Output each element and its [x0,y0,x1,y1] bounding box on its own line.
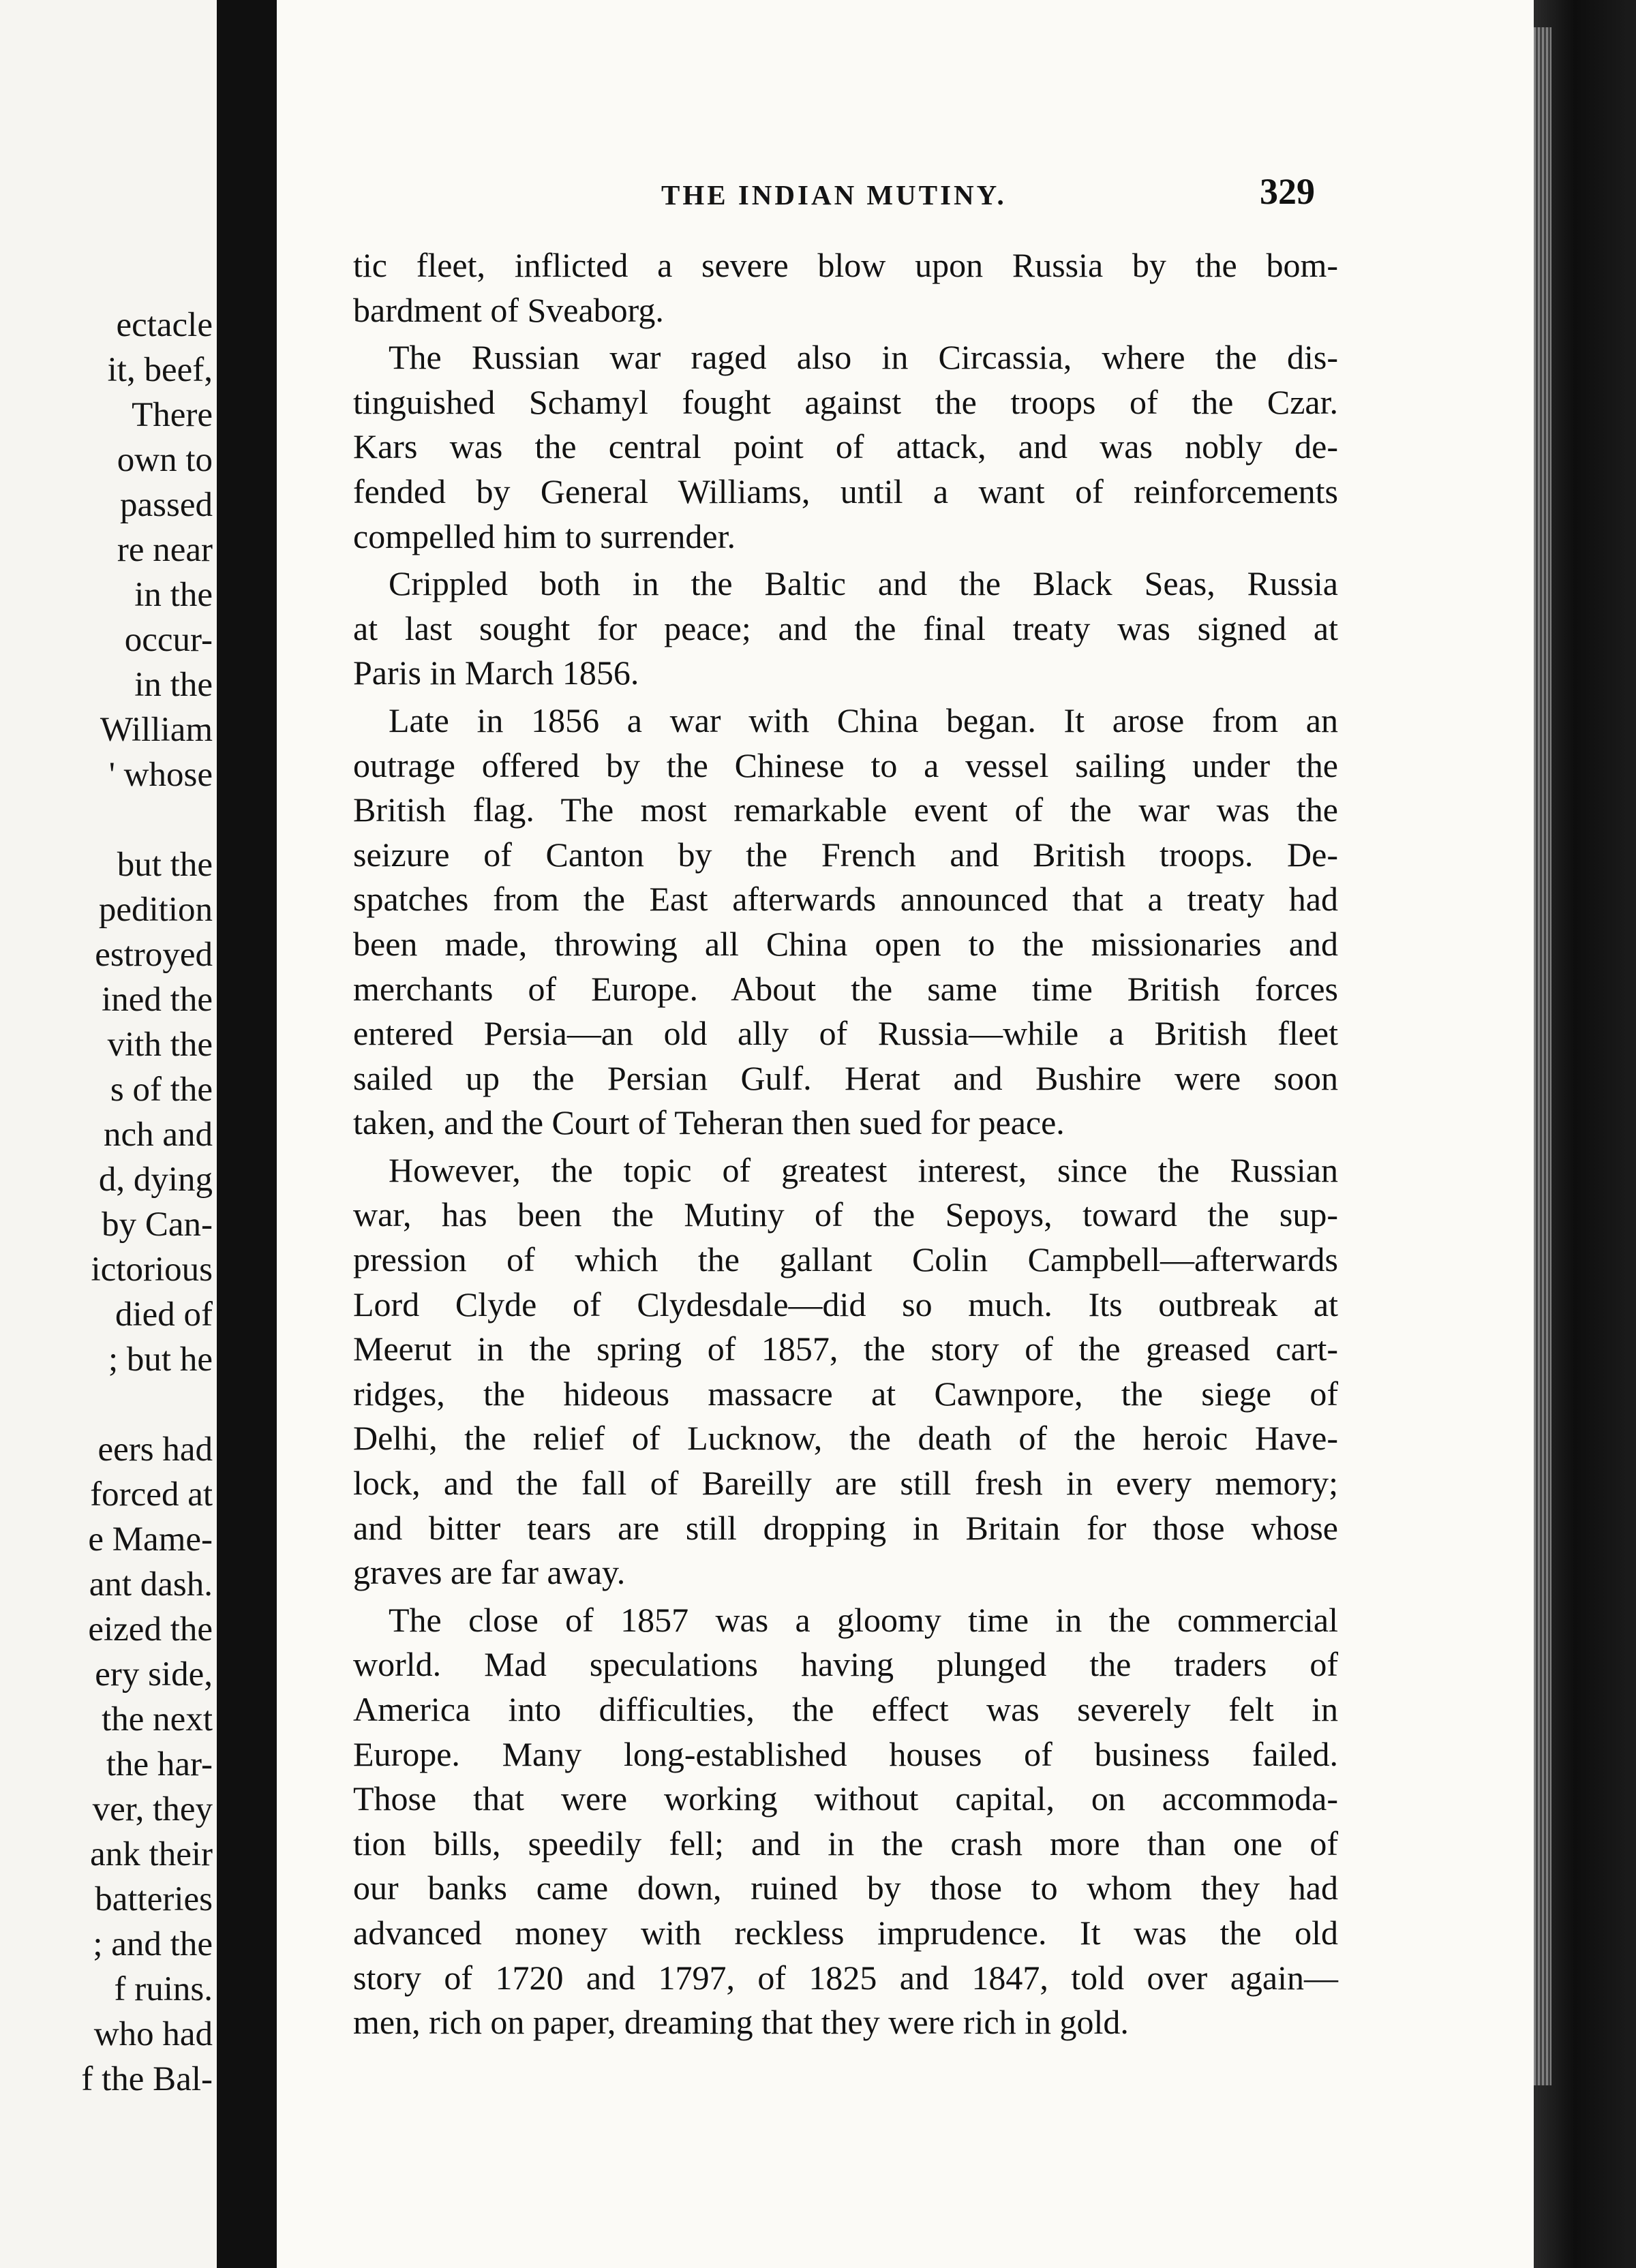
previous-page-line: nch and [103,1116,213,1154]
previous-page-text [0,258,213,2102]
text-line: pression of which the gallant Colin Campbell—afterwards [353,1240,1338,1279]
text-line: America into difficulties, the effect was severely felt in [353,1690,1338,1728]
previous-page-line: the next [102,1700,213,1738]
paragraph [353,562,1338,696]
text-line: However, the topic of greatest interest, since the Russian [389,1150,1338,1189]
text-line: Lord Clyde of Clydesdale—did so much. Its outbreak at [353,1285,1338,1323]
text-line: Europe. Many long-established houses of business failed. [353,1734,1338,1773]
previous-page-line: pedition [98,891,213,929]
previous-page-line: ined the [102,981,213,1019]
text-line: spatches from the East afterwards announced that a treaty had [353,880,1338,919]
previous-page-line: occur- [124,621,213,659]
text-line: Meerut in the spring of 1857, the story of the greased cart- [353,1330,1338,1368]
previous-page-line: ank their [90,1835,213,1873]
previous-page-line: ' whose [108,756,213,794]
previous-page-line: ; and the [93,1925,213,1963]
previous-page-line: estroyed [95,936,213,974]
previous-page-line: eized the [88,1610,213,1649]
text-line: Paris in March 1856. [353,654,639,692]
text-line: at last sought for peace; and the final treaty was signed at [353,609,1338,647]
text-line: our banks came down, ruined by those to whom they had [353,1869,1338,1907]
previous-page-line: ery side, [95,1655,213,1694]
previous-page-line [0,1382,213,1427]
text-line: entered Persia—an old ally of Russia—while a British fleet [353,1014,1338,1053]
text-line: tic fleet, inflicted a severe blow upon Russia by the bom- [353,246,1338,284]
text-line: tinguished Schamyl fought against the troops of the Czar. [353,382,1338,421]
text-line: seizure of Canton by the French and British troops. De- [353,835,1338,874]
text-line: British flag. The most remarkable event of the war was the [353,791,1338,829]
text-line: lock, and the fall of Bareilly are still fresh in every memory; [353,1464,1338,1503]
text-line: Crippled both in the Baltic and the Black Seas, Russia [389,564,1338,603]
previous-page-line [0,797,213,842]
paragraph [353,699,1338,1146]
previous-page-line: ver, they [92,1790,213,1828]
text-line: taken, and the Court of Teheran then sued for peace. [353,1103,1065,1142]
paragraph [353,243,1338,333]
previous-page-line: re near [117,531,213,569]
previous-page-line: died of [115,1296,213,1334]
previous-page-line: ; but he [108,1340,213,1379]
previous-page-line: forced at [90,1475,213,1514]
previous-page-line: f the Bal- [81,2060,213,2098]
previous-page-line: but the [117,846,213,884]
body-text [353,243,1338,2048]
previous-page-line: eers had [97,1430,213,1469]
text-line: Delhi, the relief of Lucknow, the death of the heroic Have- [353,1419,1338,1458]
page-number: 329 [1260,171,1315,212]
text-line: sailed up the Persian Gulf. Herat and Bushire were soon [353,1058,1338,1097]
previous-page-line: batteries [95,1880,213,1918]
text-line: tion bills, speedily fell; and in the crash more than one of [353,1824,1338,1863]
previous-page-line: vith the [107,1026,213,1064]
paragraph [353,1598,1338,2045]
text-line: compelled him to surrender. [353,517,736,555]
previous-page-line: by Can- [102,1206,213,1244]
previous-page-line: ictorious [91,1251,213,1289]
text-line: story of 1720 and 1797, of 1825 and 1847, told over again— [353,1958,1338,1997]
text-line: Kars was the central point of attack, and was nobly de- [353,427,1338,466]
text-line: ridges, the hideous massacre at Cawnpore, the siege of [353,1374,1338,1413]
previous-page-line: s of the [110,1071,213,1109]
previous-page-line: passed [120,486,213,524]
previous-page-line: it, beef, [107,351,213,389]
previous-page-line: ectacle [116,306,213,344]
previous-page-line: in the [134,666,213,704]
previous-page-line: who had [93,2015,213,2053]
previous-page-line: William [100,711,213,749]
text-line: merchants of Europe. About the same time British forces [353,969,1338,1008]
paragraph [353,1148,1338,1595]
text-line: men, rich on paper, dreaming that they were rich in gold. [353,2003,1129,2042]
text-line: been made, throwing all China open to the missionaries and [353,924,1338,963]
text-line: outrage offered by the Chinese to a vessel sailing under the [353,746,1338,784]
book-gutter [217,0,277,2268]
previous-page-line [0,258,213,303]
page-edge-leaves [1534,27,1551,2085]
text-line: and bitter tears are still dropping in Britain for those whose [353,1508,1338,1547]
previous-page-line: f ruins. [114,1970,213,2008]
text-line: war, has been the Mutiny of the Sepoys, toward the sup- [353,1195,1338,1234]
text-line: world. Mad speculations having plunged the traders of [353,1645,1338,1684]
paragraph [353,335,1338,559]
previous-page-line: e Mame- [88,1520,213,1559]
text-line: The Russian war raged also in Circassia, where the dis- [389,338,1338,377]
text-line: Those that were working without capital, on accommoda- [353,1779,1338,1818]
text-line: The close of 1857 was a gloomy time in the commercial [389,1600,1338,1639]
previous-page-line: d, dying [98,1161,213,1199]
text-line: bardment of Sveaborg. [353,290,664,329]
previous-page-line: There [132,396,213,434]
previous-page-fragment [0,0,217,2268]
previous-page-line: ant dash. [89,1565,213,1604]
text-line: advanced money with reckless imprudence. It was the old [353,1913,1338,1952]
previous-page-line: in the [134,576,213,614]
previous-page-line: own to [117,441,213,479]
running-header: THE INDIAN MUTINY. [661,179,1007,211]
previous-page-line: the har- [106,1745,213,1783]
text-line: fended by General Williams, until a want of reinforcements [353,472,1338,510]
text-line: graves are far away. [353,1553,626,1592]
text-line: Late in 1856 a war with China began. It arose from an [389,701,1338,739]
